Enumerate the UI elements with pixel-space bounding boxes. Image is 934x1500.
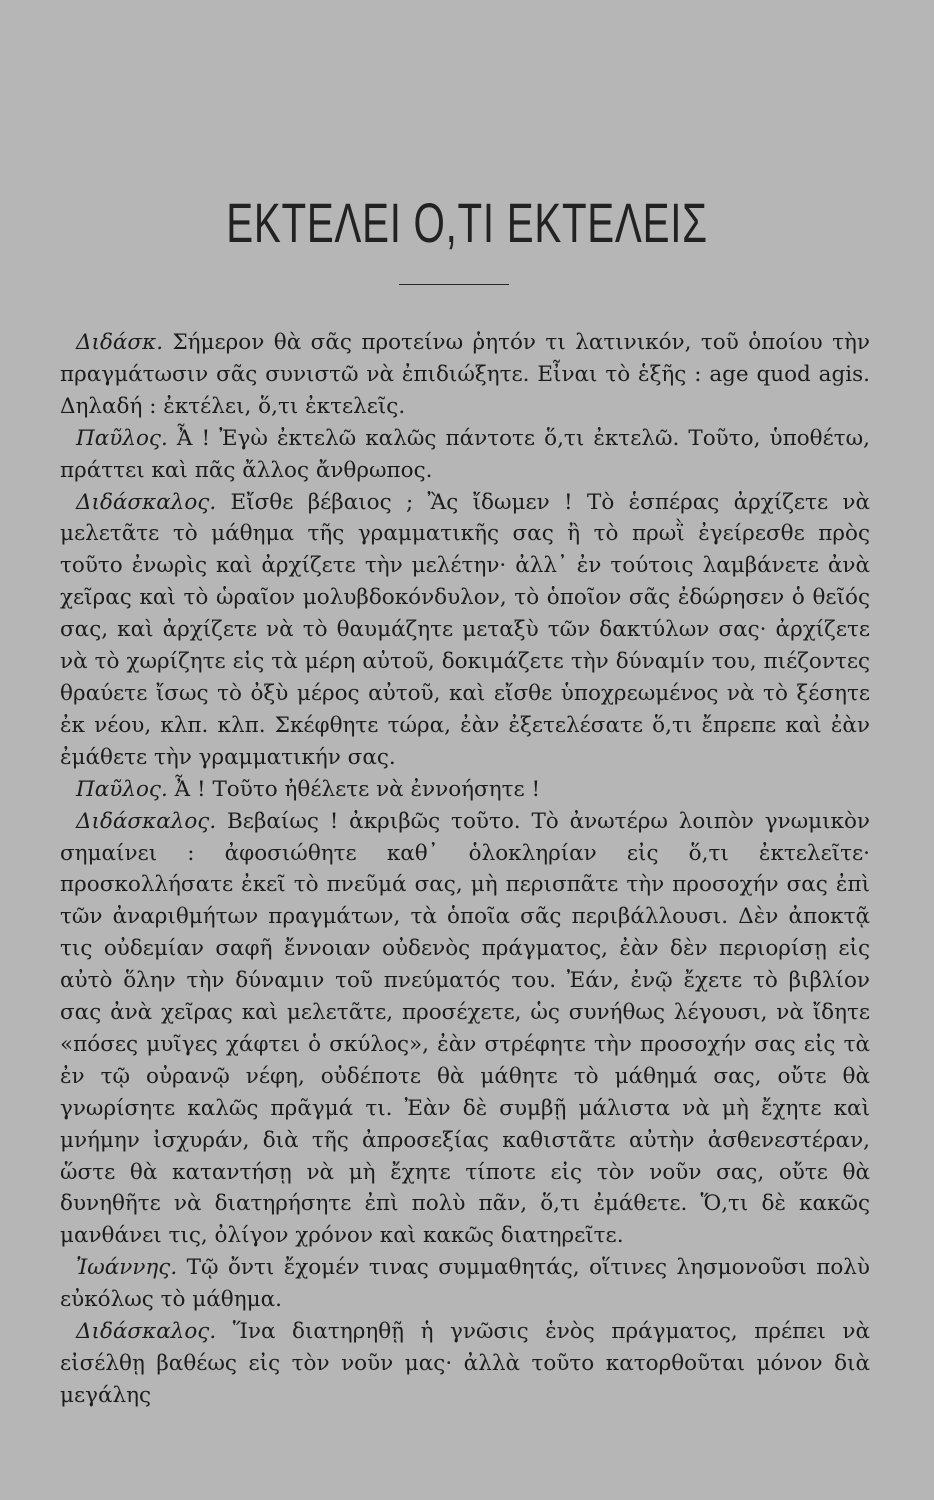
dialogue-body	[60, 327, 870, 1412]
speaker-name: Διδάσκ.	[76, 330, 164, 355]
paragraph-text: Τῷ ὄντι ἔχομέν τινας συμμαθητάς, οἵτινες λησμονοῦσι πολὺ εὐκόλως τὸ μάθημα.	[60, 1255, 870, 1313]
speaker-name: Ἰωάννης.	[76, 1255, 178, 1281]
speaker-name: Παῦλος.	[76, 776, 168, 802]
paragraph-text: Ἆ ! Τοῦτο ἠθέλετε νὰ ἐννοήσητε !	[167, 776, 541, 802]
paragraph	[60, 423, 870, 487]
paragraph	[60, 806, 870, 1253]
page-title: ΕΚΤΕΛΕΙ Ο,ΤΙ ΕΚΤΕΛΕΙΣ	[226, 191, 708, 254]
title-divider	[399, 284, 509, 285]
paragraph-text: Βεβαίως ! ἀκριβῶς τοῦτο. Τὸ ἀνωτέρω λοιπὸν γνωμικὸν σημαίνει : ἀφοσιώθητε καθ᾽ ὁλοκληρίαν εἰς ὅ,τι ἐκτελεῖτε· προσκολλήσατε ἐκεῖ τὸ πνεῦμά σας, μὴ περισπᾶτε τὴν προσοχήν σας ἐπὶ τῶν ἀναριθμήτων πραγμάτων, τὰ ὁποῖα σᾶς περιβάλλουσι. Δὲν ἀποκτᾷ τις οὐδεμίαν σαφῆ ἔννοιαν οὐδενὸς πράγματος, ἐὰν δὲν περιορίσῃ εἰς αὐτὸ ὅλην τὴν δύναμιν τοῦ πνεύματός του. Ἐάν, ἐνῷ ἔχετε τὸ βιβλίον σας ἀνὰ χεῖρας καὶ μελετᾶτε, προσέχετε, ὡς συνήθως λέγουσι, νὰ ἴδητε «πόσες μυῖγες χάφτει ὁ σκύλος», ἐὰν στρέφητε τὴν προσοχήν σας εἰς τὰ ἐν τῷ οὐρανῷ νέφη, οὐδέποτε θὰ μάθητε τὸ μάθημά σας, οὔτε θὰ γνωρίσητε καλῶς πρᾶγμά τι. Ἐὰν δὲ συμβῇ μάλιστα νὰ μὴ ἔχητε καὶ μνήμην ἰσχυράν, διὰ τῆς ἀπροσεξίας καθιστᾶτε αὐτὴν ἀσθενεστέραν, ὥστε θὰ καταντήσῃ νὰ μὴ ἔχητε τίποτε εἰς τὸν νοῦν σας, οὔτε θὰ δυνηθῆτε νὰ διατηρήσητε ἐπὶ πολὺ πᾶν, ὅ,τι ἐμάθετε. Ὅ,τι δὲ κακῶς μανθάνει τις, ὀλίγον χρόνον καὶ κακῶς διατηρεῖτε.	[60, 808, 870, 1249]
paragraph-text: Ἆ ! Ἐγὼ ἐκτελῶ καλῶς πάντοτε ὅ,τι ἐκτελῶ. Τοῦτο, ὑποθέτω, πράττει καὶ πᾶς ἄλλος ἄνθρωπος.	[60, 425, 870, 483]
paragraph	[60, 327, 870, 423]
paragraph	[60, 1252, 870, 1316]
speaker-name: Παῦλος.	[76, 425, 168, 451]
paragraph-text: Εἴσθε βέβαιος ; Ἂς ἴδωμεν ! Τὸ ἑσπέρας ἀρχίζετε νὰ μελετᾶτε τὸ μάθημα τῆς γραμματικῆς σας ἢ τὸ πρωῒ ἐγείρεσθε πρὸς τοῦτο ἐνωρὶς καὶ ἀρχίζετε τὴν μελέτην· ἀλλ᾽ ἐν τούτοις λαμβάνετε ἀνὰ χεῖρας καὶ τὸ ὡραῖον μολυβδοκόνδυλον, τὸ ὁποῖον σᾶς ἐδώρησεν ὁ θεῖός σας, καὶ ἀρχίζετε νὰ τὸ θαυμάζητε μεταξὺ τῶν δακτύλων σας· ἀρχίζετε νὰ τὸ χωρίζητε εἰς τὰ μέρη αὐτοῦ, δοκιμάζετε τὴν δύναμίν του, πιέζοντες θραύετε ἴσως τὸ ὀξὺ μέρος αὐτοῦ, καὶ εἴσθε ὑποχρεωμένος νὰ τὸ ξέσητε ἐκ νέου, κλπ. κλπ. Σκέφθητε τώρα, ἐὰν ἐξετελέσατε ὅ,τι ἔπρεπε καὶ ἐὰν ἐμάθετε τὴν γραμματικήν σας.	[60, 489, 870, 770]
paragraph-text: Ἵνα διατηρηθῇ ἡ γνῶσις ἑνὸς πράγματος, πρέπει νὰ εἰσέλθῃ βαθέως εἰς τὸν νοῦν μας· ἀλλὰ τοῦτο κατορθοῦται μόνον διὰ μεγάλης	[60, 1319, 870, 1408]
speaker-name: Διδάσκαλος.	[76, 1319, 217, 1345]
paragraph	[60, 487, 870, 774]
paragraph	[60, 1316, 870, 1412]
paragraph-text: Σήμερον θὰ σᾶς προτείνω ῥητόν τι λατινικόν, τοῦ ὁποίου τὴν πραγμάτωσιν σᾶς συνιστῶ νὰ ἐπιδιώξητε. Εἶναι τὸ ἑξῆς : age quod agis. Δηλαδή : ἐκτέλει, ὅ,τι ἐκτελεῖς.	[60, 330, 870, 419]
paragraph	[60, 774, 870, 806]
speaker-name: Διδάσκαλος.	[76, 808, 217, 834]
speaker-name: Διδάσκαλος.	[76, 489, 217, 515]
